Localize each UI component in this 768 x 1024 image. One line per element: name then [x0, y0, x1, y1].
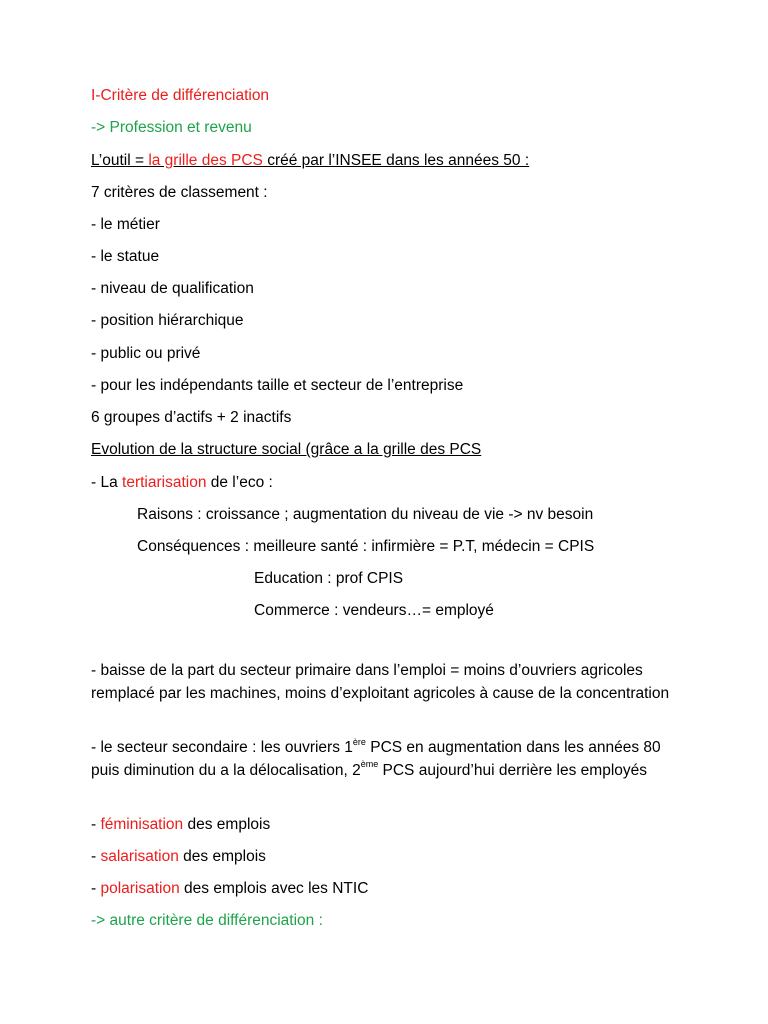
critere-item: - position hiérarchique — [91, 312, 244, 329]
critere-item: - niveau de qualification — [91, 280, 254, 297]
criteres-title: 7 critères de classement : — [91, 184, 268, 201]
secondaire-part1: - le secteur secondaire : les ouvriers 1 — [91, 739, 353, 756]
polarisation-highlight: polarisation — [100, 880, 180, 897]
tertiarisation-highlight: tertiarisation — [122, 474, 207, 491]
autre-critere-line: -> autre critère de différenciation : — [91, 912, 323, 929]
groupes-line: 6 groupes d’actifs + 2 inactifs — [91, 409, 292, 426]
salarisation-suffix: des emplois — [178, 848, 266, 865]
critere-item: - le statue — [91, 248, 160, 265]
tertiarisation-suffix: de l’eco : — [206, 474, 273, 491]
subheading: -> Profession et revenu — [91, 119, 252, 136]
critere-item: - le métier — [91, 216, 160, 233]
section-heading: I-Critère de différenciation — [91, 87, 270, 104]
baisse-paragraph: - baisse de la part du secteur primaire dans l’emploi = moins d’ouvriers agricoles remplacé par les machines, moins d’exploitant agricoles à cause de la concentration — [91, 662, 670, 702]
salarisation-line — [91, 847, 266, 867]
commerce-line: Commerce : vendeurs…= employé — [254, 602, 494, 619]
feminisation-suffix: des emplois — [183, 816, 271, 833]
secondaire-part2: PCS en augmentation dans les années 80 puis diminution du a la délocalisation, 2 — [91, 739, 661, 779]
outil-line — [91, 151, 529, 171]
secondaire-sup2: ème — [360, 759, 379, 770]
feminisation-line — [91, 815, 270, 835]
secondaire-part3: PCS aujourd’hui derrière les employés — [378, 761, 648, 779]
feminisation-prefix: - — [91, 816, 101, 833]
polarisation-suffix: des emplois avec les NTIC — [179, 880, 369, 897]
education-line: Education : prof CPIS — [254, 570, 404, 587]
evolution-title: Evolution de la structure social (grâce a la grille des PCS — [91, 441, 482, 458]
outil-highlight: la grille des PCS — [148, 152, 263, 169]
tertiarisation-line — [91, 473, 273, 493]
feminisation-highlight: féminisation — [100, 816, 184, 833]
polarisation-line — [91, 879, 368, 899]
outil-suffix: créé par l’INSEE dans les années 50 : — [262, 152, 530, 169]
critere-item: - pour les indépendants taille et secteur de l’entreprise — [91, 377, 464, 394]
critere-item: - public ou privé — [91, 345, 201, 362]
polarisation-prefix: - — [91, 880, 101, 897]
salarisation-highlight: salarisation — [100, 848, 179, 865]
salarisation-prefix: - — [91, 848, 101, 865]
secondaire-paragraph — [91, 737, 681, 782]
secondaire-sup1: ère — [352, 736, 366, 747]
tertiarisation-prefix: - La — [91, 474, 123, 491]
raisons-line: Raisons : croissance ; augmentation du niveau de vie -> nv besoin — [137, 506, 594, 523]
consequences-line: Conséquences : meilleure santé : infirmière = P.T, médecin = CPIS — [137, 538, 595, 555]
outil-prefix: L’outil = — [91, 152, 149, 169]
